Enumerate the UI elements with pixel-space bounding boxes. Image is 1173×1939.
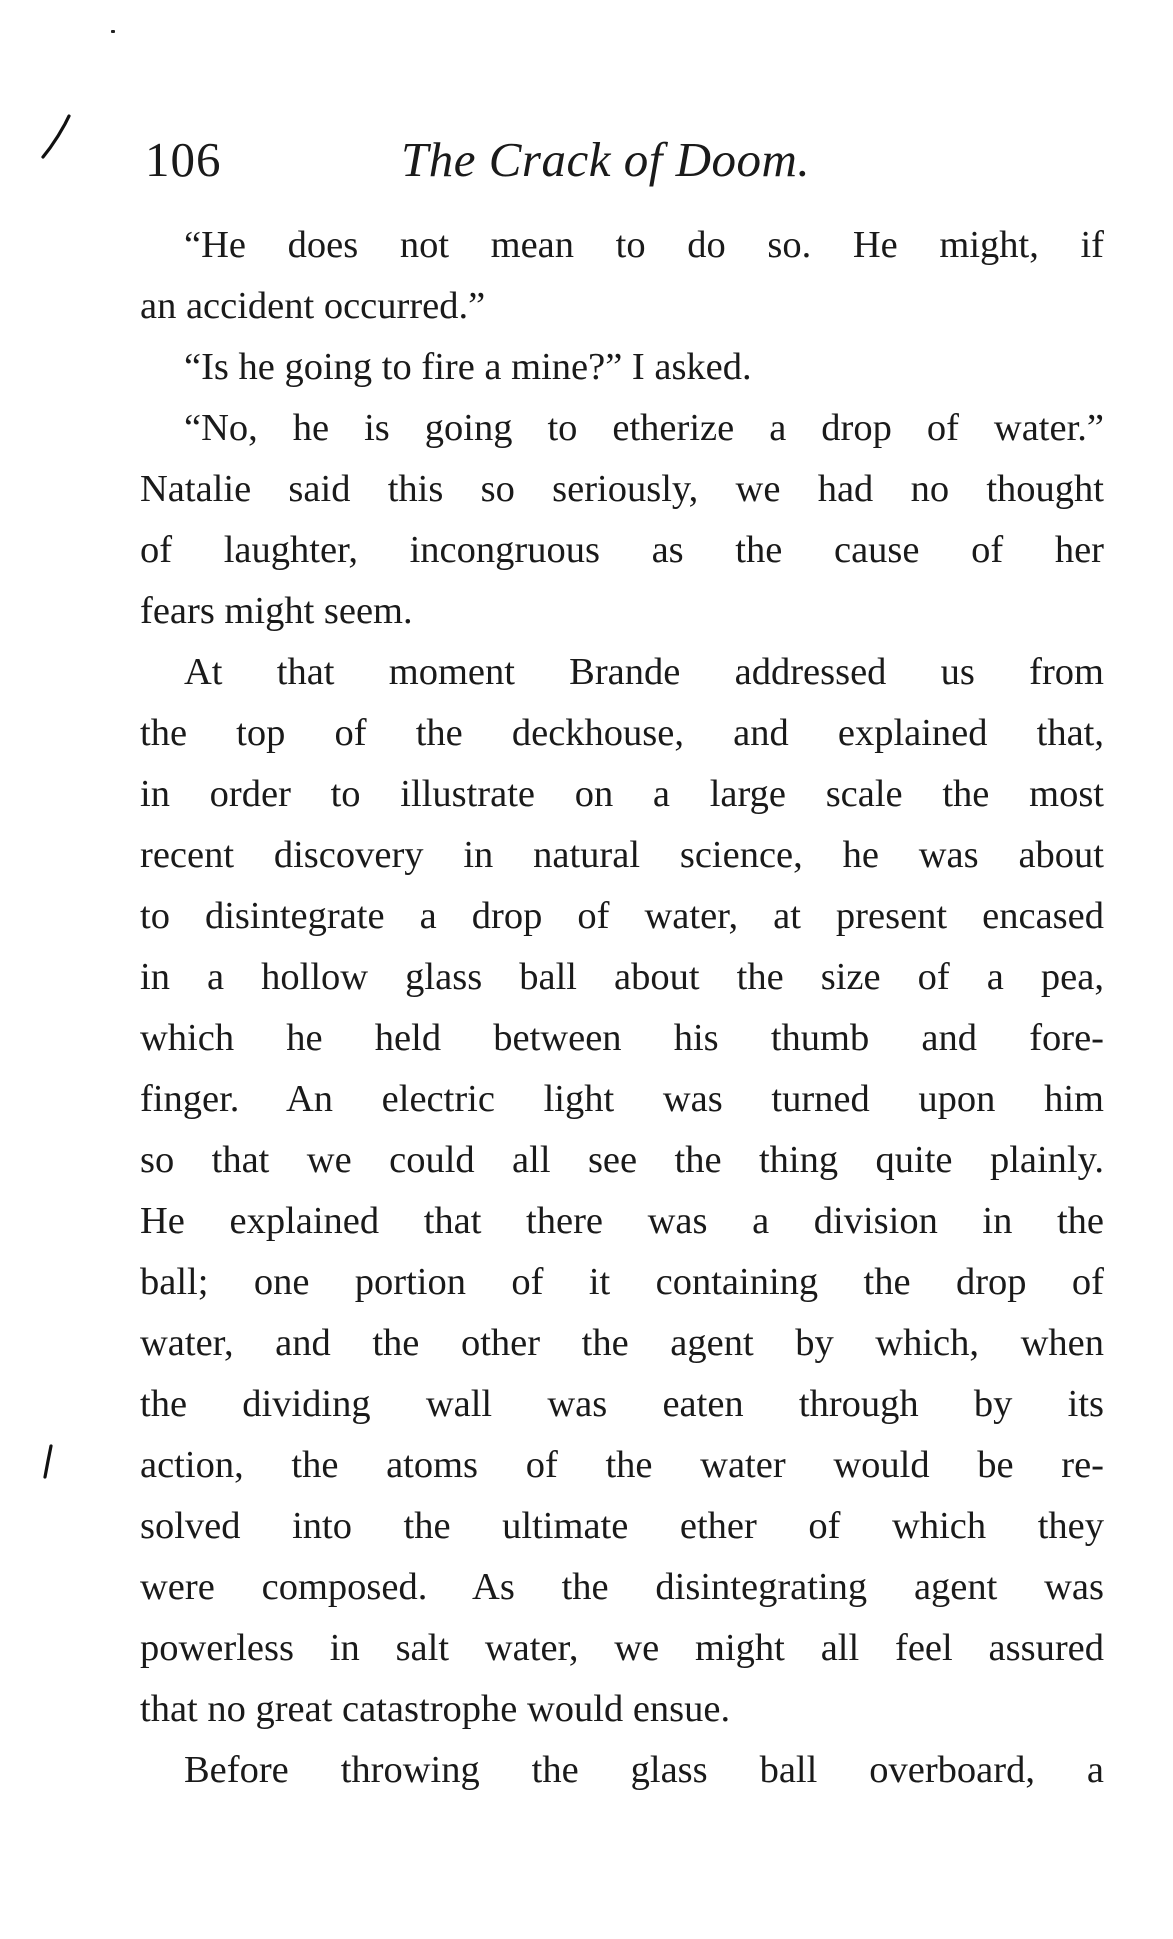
text-line: “Is he going to fire a mine?” I asked. bbox=[184, 346, 752, 388]
text-line: At that moment Brande addressed us from bbox=[184, 651, 1104, 693]
text-line: action, the atoms of the water would be re- bbox=[140, 1444, 1104, 1486]
text-line: to disintegrate a drop of water, at present encased bbox=[140, 895, 1104, 937]
text-line: He explained that there was a division in the bbox=[140, 1200, 1104, 1242]
text-line: which he held between his thumb and fore- bbox=[140, 1017, 1104, 1059]
text-line: ball; one portion of it containing the drop of bbox=[140, 1261, 1104, 1303]
text-line: fears might seem. bbox=[140, 590, 413, 632]
text-line: of laughter, incongruous as the cause of her bbox=[140, 529, 1104, 571]
text-line: Natalie said this so seriously, we had no thought bbox=[140, 468, 1104, 510]
text-line: recent discovery in natural science, he was about bbox=[140, 834, 1104, 876]
text-line: water, and the other the agent by which, when bbox=[140, 1322, 1104, 1364]
text-line: finger. An electric light was turned upon him bbox=[140, 1078, 1104, 1120]
text-line: in order to illustrate on a large scale the most bbox=[140, 773, 1104, 815]
running-title: The Crack of Doom. bbox=[401, 132, 811, 187]
text-line: in a hollow glass ball about the size of a pea, bbox=[140, 956, 1104, 998]
text-line: that no great catastrophe would ensue. bbox=[140, 1688, 731, 1730]
body-text bbox=[140, 215, 1104, 1801]
running-head bbox=[145, 125, 1105, 195]
margin-pencil-mark-icon bbox=[38, 1443, 58, 1483]
text-line: the top of the deckhouse, and explained that, bbox=[140, 712, 1104, 754]
text-line: “He does not mean to do so. He might, if bbox=[184, 224, 1104, 266]
text-line: an accident occurred.” bbox=[140, 285, 486, 327]
text-line: Before throwing the glass ball overboard, a bbox=[184, 1749, 1104, 1791]
text-line: the dividing wall was eaten through by its bbox=[140, 1383, 1104, 1425]
page-number: 106 bbox=[145, 132, 222, 187]
text-line: were composed. As the disintegrating agent was bbox=[140, 1566, 1104, 1608]
ink-speck bbox=[111, 30, 115, 33]
margin-pencil-mark-icon bbox=[36, 112, 76, 162]
text-line: powerless in salt water, we might all feel assured bbox=[140, 1627, 1104, 1669]
text-line: “No, he is going to etherize a drop of water.” bbox=[184, 407, 1104, 449]
text-line: so that we could all see the thing quite plainly. bbox=[140, 1139, 1104, 1181]
text-line: solved into the ultimate ether of which they bbox=[140, 1505, 1104, 1547]
